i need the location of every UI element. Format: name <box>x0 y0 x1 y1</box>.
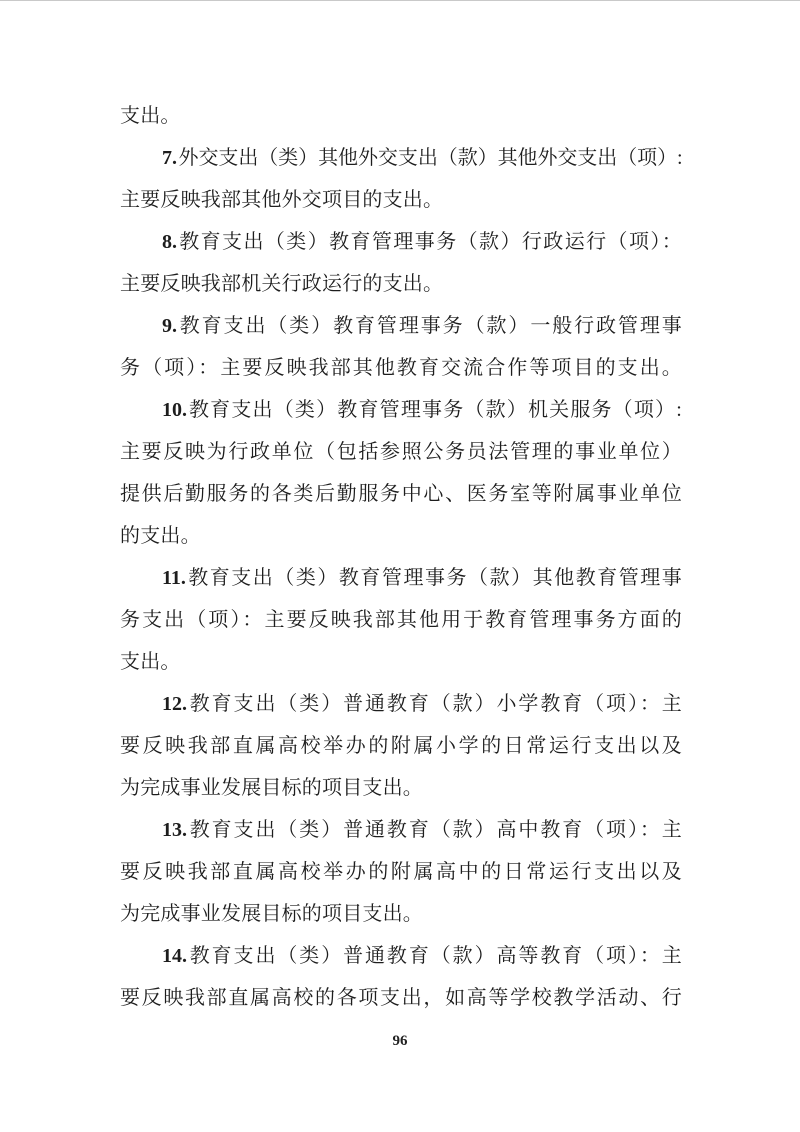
paragraph-number: 9. <box>162 315 177 337</box>
text-line-content: 支出。 <box>120 105 181 127</box>
text-line <box>120 893 682 935</box>
text-line <box>120 389 682 431</box>
text-line <box>120 683 682 725</box>
text-line-content: 务支出（项）：主要反映我部其他用于教育管理事务方面的 <box>120 609 682 631</box>
text-line <box>120 347 682 389</box>
text-line <box>120 767 682 809</box>
text-line <box>120 473 682 515</box>
text-line <box>120 263 682 305</box>
text-line <box>120 221 682 263</box>
text-line-content: 教育支出（类）教育管理事务（款）其他教育管理事 <box>186 567 682 589</box>
text-line <box>120 725 682 767</box>
text-line <box>120 977 682 1019</box>
text-line <box>120 515 682 557</box>
document-body <box>120 95 682 1019</box>
text-line-content: 外交支出（类）其他外交支出（款）其他外交支出（项）: <box>178 147 682 169</box>
paragraph-number: 8. <box>162 231 177 253</box>
text-line <box>120 599 682 641</box>
text-line-content: 为完成事业发展目标的项目支出。 <box>120 903 423 925</box>
text-line <box>120 851 682 893</box>
text-line-content: 教育支出（类）教育管理事务（款）行政运行（项）： <box>178 231 682 253</box>
text-line <box>120 179 682 221</box>
text-line-content: 务（项）：主要反映我部其他教育交流合作等项目的支出。 <box>120 357 682 379</box>
text-line-content: 的支出。 <box>120 525 201 547</box>
text-line <box>120 809 682 851</box>
paragraph-number: 7. <box>162 147 177 169</box>
text-line-content: 要反映我部直属高校举办的附属小学的日常运行支出以及 <box>120 735 682 757</box>
paragraph-number: 10. <box>162 399 187 421</box>
text-line-content: 要反映我部直属高校的各项支出，如高等学校教学活动、行 <box>120 987 682 1009</box>
text-line-content: 主要反映我部其他外交项目的支出。 <box>120 189 444 211</box>
text-line <box>120 641 682 683</box>
text-line-content: 支出。 <box>120 651 181 673</box>
text-line <box>120 431 682 473</box>
text-line-content: 要反映我部直属高校举办的附属高中的日常运行支出以及 <box>120 861 682 883</box>
paragraph-number: 13. <box>162 819 187 841</box>
text-line <box>120 935 682 977</box>
page-number: 96 <box>392 1033 408 1049</box>
paragraph-number: 12. <box>162 693 187 715</box>
text-line-content: 主要反映我部机关行政运行的支出。 <box>120 273 444 295</box>
text-line-content: 教育支出（类）普通教育（款）高中教育（项）：主 <box>188 819 682 841</box>
text-line <box>120 137 682 179</box>
text-line-content: 教育支出（类）普通教育（款）小学教育（项）：主 <box>188 693 682 715</box>
text-line <box>120 95 682 137</box>
text-line-content: 提供后勤服务的各类后勤服务中心、医务室等附属事业单位 <box>120 483 682 505</box>
text-line <box>120 305 682 347</box>
paragraph-number: 11. <box>162 567 186 589</box>
text-line-content: 教育支出（类）普通教育（款）高等教育（项）：主 <box>188 945 682 967</box>
text-line-content: 为完成事业发展目标的项目支出。 <box>120 777 423 799</box>
paragraph-number: 14. <box>162 945 187 967</box>
text-line-content: 主要反映为行政单位（包括参照公务员法管理的事业单位） <box>120 441 682 463</box>
text-line-content: 教育支出（类）教育管理事务（款）一般行政管理事 <box>178 315 682 337</box>
text-line <box>120 557 682 599</box>
text-line-content: 教育支出（类）教育管理事务（款）机关服务（项）: <box>188 399 682 421</box>
